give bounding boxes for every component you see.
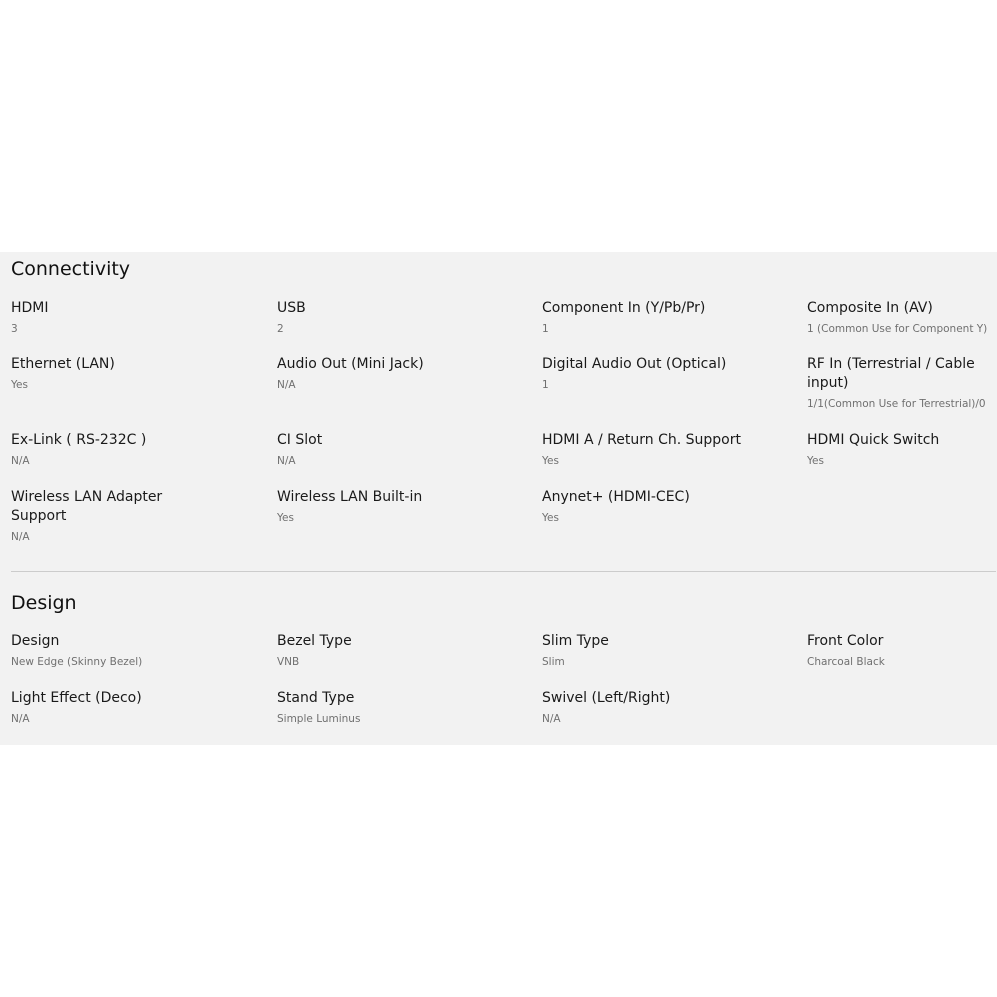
- spec-ethernet: [11, 355, 261, 392]
- spec-value: Simple Luminus: [277, 713, 361, 725]
- spec-value: N/A: [277, 379, 296, 391]
- spec-wireless-lan-built-in: [277, 488, 527, 525]
- spec-label: HDMI: [11, 300, 49, 316]
- spec-label: Digital Audio Out (Optical): [542, 356, 727, 372]
- spec-value: 1 (Common Use for Component Y): [807, 323, 988, 335]
- spec-composite-in: [807, 299, 992, 336]
- spec-label: USB: [277, 300, 306, 316]
- connectivity-section-title: Connectivity: [11, 258, 131, 280]
- spec-digital-audio-out: [542, 355, 792, 392]
- spec-hdmi: [11, 299, 261, 336]
- spec-value: N/A: [542, 713, 561, 725]
- spec-rf-in: [807, 355, 992, 411]
- spec-label: Ethernet (LAN): [11, 356, 115, 372]
- spec-label: Anynet+ (HDMI-CEC): [542, 489, 690, 505]
- spec-value: New Edge (Skinny Bezel): [11, 656, 143, 668]
- spec-value: Yes: [277, 512, 294, 524]
- spec-value: Yes: [807, 455, 824, 467]
- spec-label: Front Color: [807, 633, 884, 649]
- section-divider: [11, 571, 996, 572]
- spec-stand-type: [277, 689, 527, 726]
- spec-light-effect: [11, 689, 261, 726]
- spec-label: Stand Type: [277, 690, 355, 706]
- spec-value: 1: [542, 379, 549, 391]
- spec-label: Wireless LAN Adapter Support: [11, 489, 163, 524]
- spec-audio-out: [277, 355, 527, 392]
- spec-label: CI Slot: [277, 432, 323, 448]
- spec-value: 2: [277, 323, 284, 335]
- spec-usb: [277, 299, 527, 336]
- spec-value: N/A: [11, 713, 30, 725]
- spec-bezel-type: [277, 632, 527, 669]
- spec-label: Swivel (Left/Right): [542, 690, 671, 706]
- spec-front-color: [807, 632, 992, 669]
- spec-component-in: [542, 299, 792, 336]
- design-section-title: Design: [11, 592, 77, 614]
- spec-ex-link: [11, 431, 261, 468]
- spec-value: VNB: [277, 656, 300, 668]
- spec-design: [11, 632, 261, 669]
- spec-label: HDMI Quick Switch: [807, 432, 940, 448]
- spec-label: Audio Out (Mini Jack): [277, 356, 424, 372]
- spec-value: Charcoal Black: [807, 656, 885, 668]
- spec-label: Composite In (AV): [807, 300, 933, 316]
- spec-value: Yes: [542, 512, 559, 524]
- spec-label: Ex-Link ( RS-232C ): [11, 432, 147, 448]
- spec-hdmi-return-ch: [542, 431, 792, 468]
- spec-ci-slot: [277, 431, 527, 468]
- spec-wireless-lan-adapter: [11, 488, 171, 544]
- spec-hdmi-quick-switch: [807, 431, 992, 468]
- spec-label: Component In (Y/Pb/Pr): [542, 300, 706, 316]
- spec-value: 3: [11, 323, 18, 335]
- spec-label: Bezel Type: [277, 633, 352, 649]
- spec-swivel: [542, 689, 792, 726]
- spec-anynet: [542, 488, 792, 525]
- spec-label: HDMI A / Return Ch. Support: [542, 432, 741, 448]
- spec-value: Yes: [11, 379, 28, 391]
- spec-value: 1: [542, 323, 549, 335]
- spec-value: 1/1(Common Use for Terrestrial)/0: [807, 398, 986, 410]
- spec-label: RF In (Terrestrial / Cable input): [807, 356, 975, 391]
- spec-value: Slim: [542, 656, 565, 668]
- spec-value: N/A: [277, 455, 296, 467]
- spec-label: Wireless LAN Built-in: [277, 489, 423, 505]
- spec-value: N/A: [11, 455, 30, 467]
- spec-label: Slim Type: [542, 633, 609, 649]
- spec-value: N/A: [11, 531, 30, 543]
- specs-panel: [0, 252, 997, 745]
- spec-value: Yes: [542, 455, 559, 467]
- spec-label: Light Effect (Deco): [11, 690, 142, 706]
- spec-label: Design: [11, 633, 60, 649]
- spec-slim-type: [542, 632, 792, 669]
